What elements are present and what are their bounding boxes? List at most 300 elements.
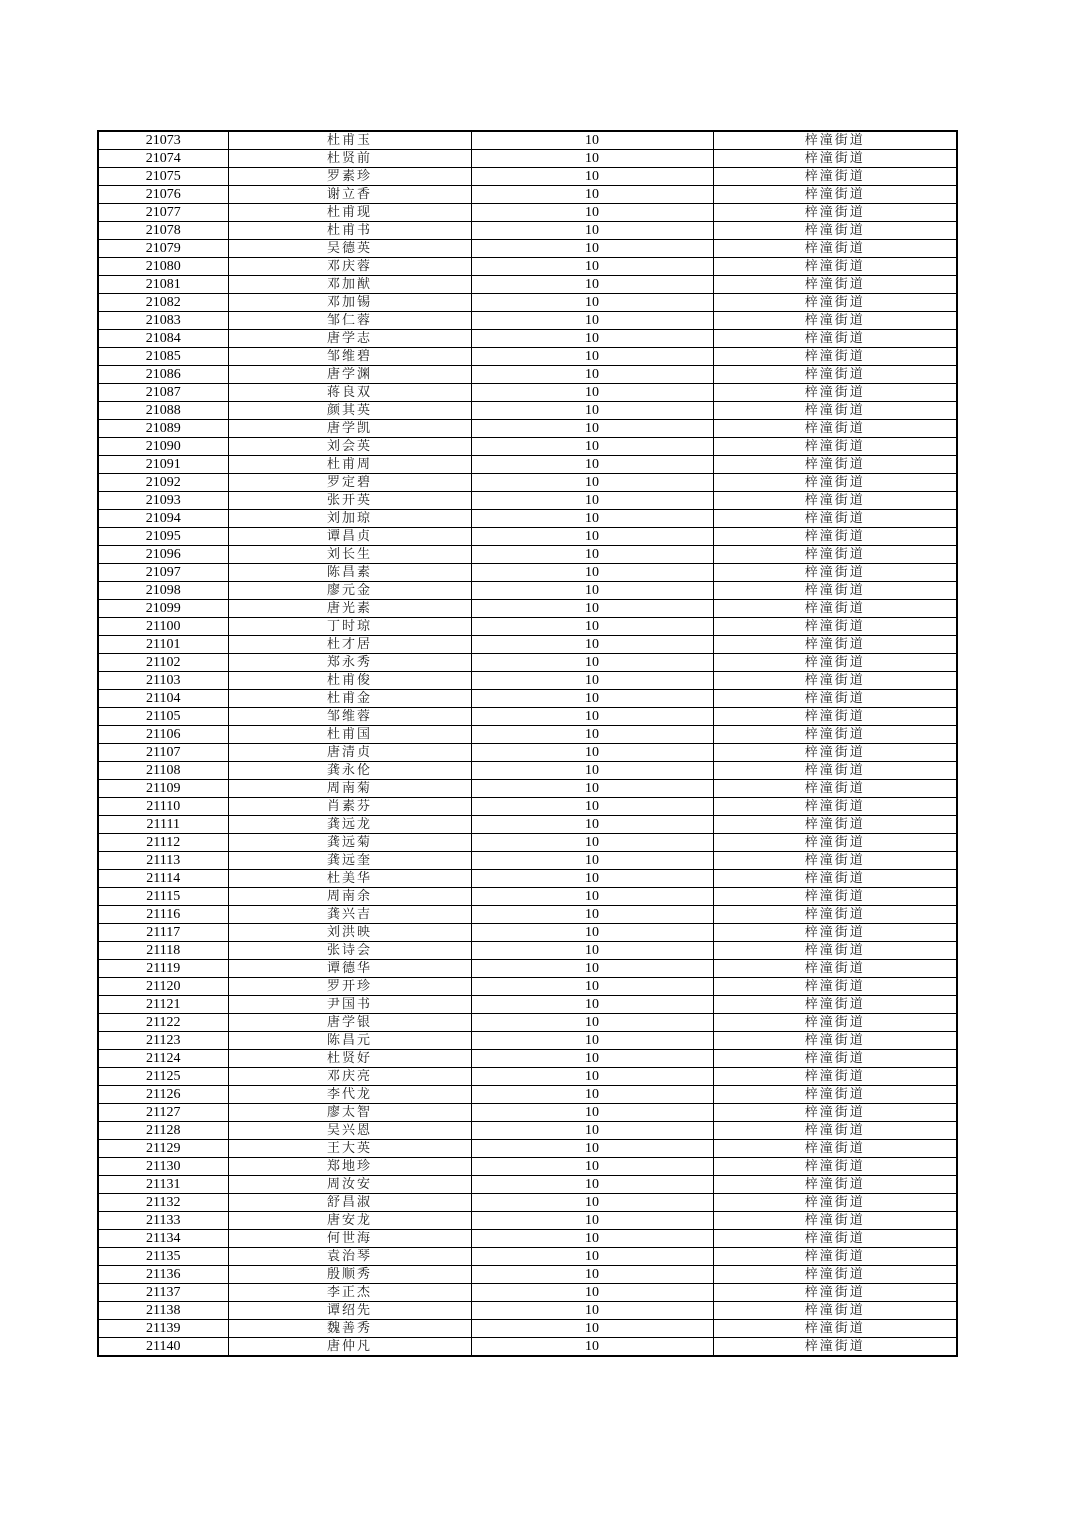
name-cell: 舒昌淑 — [228, 1194, 471, 1212]
row-number-cell: 21133 — [98, 1212, 228, 1230]
amount-cell: 10 — [471, 1158, 713, 1176]
amount-cell: 10 — [471, 312, 713, 330]
amount-cell: 10 — [471, 636, 713, 654]
amount-cell: 10 — [471, 1032, 713, 1050]
table-row — [98, 1176, 957, 1194]
name-cell: 邹仁蓉 — [228, 312, 471, 330]
area-cell: 梓潼街道 — [713, 762, 957, 780]
amount-cell: 10 — [471, 1176, 713, 1194]
table-row — [98, 240, 957, 258]
table-row — [98, 1266, 957, 1284]
name-cell: 谭绍先 — [228, 1302, 471, 1320]
row-number-cell: 21099 — [98, 600, 228, 618]
row-number-cell: 21130 — [98, 1158, 228, 1176]
name-cell: 郑地珍 — [228, 1158, 471, 1176]
row-number-cell: 21082 — [98, 294, 228, 312]
row-number-cell: 21087 — [98, 384, 228, 402]
table-row — [98, 690, 957, 708]
row-number-cell: 21098 — [98, 582, 228, 600]
amount-cell: 10 — [471, 1230, 713, 1248]
row-number-cell: 21106 — [98, 726, 228, 744]
area-cell: 梓潼街道 — [713, 222, 957, 240]
row-number-cell: 21111 — [98, 816, 228, 834]
amount-cell: 10 — [471, 816, 713, 834]
area-cell: 梓潼街道 — [713, 1194, 957, 1212]
area-cell: 梓潼街道 — [713, 906, 957, 924]
name-cell: 尹国书 — [228, 996, 471, 1014]
row-number-cell: 21079 — [98, 240, 228, 258]
name-cell: 刘洪映 — [228, 924, 471, 942]
area-cell: 梓潼街道 — [713, 1338, 957, 1357]
table-row — [98, 1050, 957, 1068]
table-row — [98, 366, 957, 384]
name-cell: 唐仲凡 — [228, 1338, 471, 1357]
amount-cell: 10 — [471, 852, 713, 870]
area-cell: 梓潼街道 — [713, 330, 957, 348]
row-number-cell: 21094 — [98, 510, 228, 528]
row-number-cell: 21134 — [98, 1230, 228, 1248]
table-row — [98, 1158, 957, 1176]
amount-cell: 10 — [471, 762, 713, 780]
row-number-cell: 21114 — [98, 870, 228, 888]
name-cell: 刘会英 — [228, 438, 471, 456]
name-cell: 唐光素 — [228, 600, 471, 618]
name-cell: 陈昌素 — [228, 564, 471, 582]
name-cell: 廖太智 — [228, 1104, 471, 1122]
area-cell: 梓潼街道 — [713, 978, 957, 996]
table-row — [98, 546, 957, 564]
amount-cell: 10 — [471, 780, 713, 798]
row-number-cell: 21116 — [98, 906, 228, 924]
area-cell: 梓潼街道 — [713, 888, 957, 906]
amount-cell: 10 — [471, 492, 713, 510]
amount-cell: 10 — [471, 690, 713, 708]
area-cell: 梓潼街道 — [713, 690, 957, 708]
row-number-cell: 21103 — [98, 672, 228, 690]
table-row — [98, 1230, 957, 1248]
row-number-cell: 21140 — [98, 1338, 228, 1357]
amount-cell: 10 — [471, 708, 713, 726]
name-cell: 邓庆亮 — [228, 1068, 471, 1086]
row-number-cell: 21127 — [98, 1104, 228, 1122]
row-number-cell: 21076 — [98, 186, 228, 204]
table-row — [98, 492, 957, 510]
amount-cell: 10 — [471, 1212, 713, 1230]
amount-cell: 10 — [471, 978, 713, 996]
row-number-cell: 21078 — [98, 222, 228, 240]
area-cell: 梓潼街道 — [713, 312, 957, 330]
table-row — [98, 870, 957, 888]
amount-cell: 10 — [471, 330, 713, 348]
name-cell: 谭德华 — [228, 960, 471, 978]
table-row — [98, 924, 957, 942]
amount-cell: 10 — [471, 168, 713, 186]
row-number-cell: 21132 — [98, 1194, 228, 1212]
area-cell: 梓潼街道 — [713, 1302, 957, 1320]
area-cell: 梓潼街道 — [713, 456, 957, 474]
name-cell: 吴兴恩 — [228, 1122, 471, 1140]
row-number-cell: 21123 — [98, 1032, 228, 1050]
table-row — [98, 978, 957, 996]
amount-cell: 10 — [471, 1104, 713, 1122]
area-cell: 梓潼街道 — [713, 1086, 957, 1104]
amount-cell: 10 — [471, 294, 713, 312]
table-row — [98, 474, 957, 492]
area-cell: 梓潼街道 — [713, 438, 957, 456]
name-cell: 魏善秀 — [228, 1320, 471, 1338]
area-cell: 梓潼街道 — [713, 1122, 957, 1140]
table-row — [98, 906, 957, 924]
area-cell: 梓潼街道 — [713, 131, 957, 150]
row-number-cell: 21109 — [98, 780, 228, 798]
table-row — [98, 1032, 957, 1050]
row-number-cell: 21075 — [98, 168, 228, 186]
row-number-cell: 21077 — [98, 204, 228, 222]
row-number-cell: 21080 — [98, 258, 228, 276]
row-number-cell: 21091 — [98, 456, 228, 474]
row-number-cell: 21120 — [98, 978, 228, 996]
amount-cell: 10 — [471, 1068, 713, 1086]
row-number-cell: 21074 — [98, 150, 228, 168]
row-number-cell: 21107 — [98, 744, 228, 762]
area-cell: 梓潼街道 — [713, 798, 957, 816]
name-cell: 龚远龙 — [228, 816, 471, 834]
amount-cell: 10 — [471, 1302, 713, 1320]
table-row — [98, 456, 957, 474]
row-number-cell: 21126 — [98, 1086, 228, 1104]
name-cell: 王大英 — [228, 1140, 471, 1158]
amount-cell: 10 — [471, 1086, 713, 1104]
area-cell: 梓潼街道 — [713, 1104, 957, 1122]
row-number-cell: 21086 — [98, 366, 228, 384]
table-row — [98, 852, 957, 870]
area-cell: 梓潼街道 — [713, 384, 957, 402]
area-cell: 梓潼街道 — [713, 996, 957, 1014]
area-cell: 梓潼街道 — [713, 618, 957, 636]
amount-cell: 10 — [471, 834, 713, 852]
amount-cell: 10 — [471, 150, 713, 168]
table-row — [98, 834, 957, 852]
area-cell: 梓潼街道 — [713, 402, 957, 420]
amount-cell: 10 — [471, 474, 713, 492]
amount-cell: 10 — [471, 726, 713, 744]
row-number-cell: 21102 — [98, 654, 228, 672]
name-cell: 郑永秀 — [228, 654, 471, 672]
row-number-cell: 21137 — [98, 1284, 228, 1302]
name-cell: 杜甫玉 — [228, 131, 471, 150]
name-cell: 周南余 — [228, 888, 471, 906]
amount-cell: 10 — [471, 600, 713, 618]
table-row — [98, 222, 957, 240]
row-number-cell: 21131 — [98, 1176, 228, 1194]
row-number-cell: 21128 — [98, 1122, 228, 1140]
row-number-cell: 21117 — [98, 924, 228, 942]
area-cell: 梓潼街道 — [713, 870, 957, 888]
table-row — [98, 1140, 957, 1158]
table-row — [98, 1068, 957, 1086]
amount-cell: 10 — [471, 204, 713, 222]
row-number-cell: 21089 — [98, 420, 228, 438]
amount-cell: 10 — [471, 222, 713, 240]
name-cell: 张开英 — [228, 492, 471, 510]
name-cell: 邓加锡 — [228, 294, 471, 312]
amount-cell: 10 — [471, 402, 713, 420]
name-cell: 张诗会 — [228, 942, 471, 960]
name-cell: 蒋良双 — [228, 384, 471, 402]
row-number-cell: 21105 — [98, 708, 228, 726]
amount-cell: 10 — [471, 1194, 713, 1212]
row-number-cell: 21138 — [98, 1302, 228, 1320]
table-row — [98, 510, 957, 528]
area-cell: 梓潼街道 — [713, 1266, 957, 1284]
amount-cell: 10 — [471, 276, 713, 294]
table-row — [98, 294, 957, 312]
table-row — [98, 582, 957, 600]
name-cell: 谭昌贞 — [228, 528, 471, 546]
name-cell: 谢立香 — [228, 186, 471, 204]
table-row — [98, 528, 957, 546]
table-row — [98, 654, 957, 672]
amount-cell: 10 — [471, 1248, 713, 1266]
area-cell: 梓潼街道 — [713, 834, 957, 852]
area-cell: 梓潼街道 — [713, 1140, 957, 1158]
row-number-cell: 21135 — [98, 1248, 228, 1266]
row-number-cell: 21090 — [98, 438, 228, 456]
amount-cell: 10 — [471, 1284, 713, 1302]
table-row — [98, 402, 957, 420]
amount-cell: 10 — [471, 1122, 713, 1140]
table-row — [98, 1194, 957, 1212]
table-row — [98, 564, 957, 582]
row-number-cell: 21104 — [98, 690, 228, 708]
row-number-cell: 21119 — [98, 960, 228, 978]
table-row — [98, 780, 957, 798]
roster-table — [97, 130, 958, 1357]
name-cell: 杜甫现 — [228, 204, 471, 222]
table-row — [98, 131, 957, 150]
name-cell: 唐清贞 — [228, 744, 471, 762]
row-number-cell: 21139 — [98, 1320, 228, 1338]
area-cell: 梓潼街道 — [713, 546, 957, 564]
amount-cell: 10 — [471, 384, 713, 402]
table-row — [98, 1014, 957, 1032]
row-number-cell: 21108 — [98, 762, 228, 780]
name-cell: 杜贤好 — [228, 1050, 471, 1068]
table-row — [98, 348, 957, 366]
name-cell: 唐学银 — [228, 1014, 471, 1032]
area-cell: 梓潼街道 — [713, 1320, 957, 1338]
amount-cell: 10 — [471, 186, 713, 204]
amount-cell: 10 — [471, 510, 713, 528]
row-number-cell: 21083 — [98, 312, 228, 330]
area-cell: 梓潼街道 — [713, 564, 957, 582]
row-number-cell: 21085 — [98, 348, 228, 366]
roster-table-body — [98, 131, 957, 1356]
name-cell: 邓加猷 — [228, 276, 471, 294]
name-cell: 何世海 — [228, 1230, 471, 1248]
table-row — [98, 204, 957, 222]
amount-cell: 10 — [471, 744, 713, 762]
name-cell: 殷顺秀 — [228, 1266, 471, 1284]
name-cell: 杜甫国 — [228, 726, 471, 744]
area-cell: 梓潼街道 — [713, 816, 957, 834]
area-cell: 梓潼街道 — [713, 474, 957, 492]
name-cell: 肖素芬 — [228, 798, 471, 816]
row-number-cell: 21095 — [98, 528, 228, 546]
table-row — [98, 420, 957, 438]
table-row — [98, 798, 957, 816]
area-cell: 梓潼街道 — [713, 1050, 957, 1068]
name-cell: 唐安龙 — [228, 1212, 471, 1230]
table-row — [98, 708, 957, 726]
area-cell: 梓潼街道 — [713, 1230, 957, 1248]
row-number-cell: 21088 — [98, 402, 228, 420]
name-cell: 龚远奎 — [228, 852, 471, 870]
area-cell: 梓潼街道 — [713, 1014, 957, 1032]
area-cell: 梓潼街道 — [713, 960, 957, 978]
area-cell: 梓潼街道 — [713, 294, 957, 312]
amount-cell: 10 — [471, 960, 713, 978]
table-row — [98, 330, 957, 348]
row-number-cell: 21136 — [98, 1266, 228, 1284]
row-number-cell: 21092 — [98, 474, 228, 492]
name-cell: 刘加琼 — [228, 510, 471, 528]
area-cell: 梓潼街道 — [713, 726, 957, 744]
name-cell: 杜甫周 — [228, 456, 471, 474]
area-cell: 梓潼街道 — [713, 942, 957, 960]
area-cell: 梓潼街道 — [713, 924, 957, 942]
amount-cell: 10 — [471, 456, 713, 474]
table-row — [98, 1212, 957, 1230]
amount-cell: 10 — [471, 1338, 713, 1357]
table-row — [98, 600, 957, 618]
table-row — [98, 186, 957, 204]
amount-cell: 10 — [471, 1050, 713, 1068]
amount-cell: 10 — [471, 420, 713, 438]
name-cell: 罗素珍 — [228, 168, 471, 186]
name-cell: 杜美华 — [228, 870, 471, 888]
row-number-cell: 21093 — [98, 492, 228, 510]
row-number-cell: 21101 — [98, 636, 228, 654]
area-cell: 梓潼街道 — [713, 636, 957, 654]
name-cell: 邹维蓉 — [228, 708, 471, 726]
amount-cell: 10 — [471, 1266, 713, 1284]
table-row — [98, 150, 957, 168]
table-row — [98, 1104, 957, 1122]
area-cell: 梓潼街道 — [713, 240, 957, 258]
amount-cell: 10 — [471, 924, 713, 942]
name-cell: 罗定碧 — [228, 474, 471, 492]
row-number-cell: 21113 — [98, 852, 228, 870]
name-cell: 陈昌元 — [228, 1032, 471, 1050]
row-number-cell: 21081 — [98, 276, 228, 294]
row-number-cell: 21097 — [98, 564, 228, 582]
area-cell: 梓潼街道 — [713, 744, 957, 762]
area-cell: 梓潼街道 — [713, 780, 957, 798]
table-row — [98, 762, 957, 780]
amount-cell: 10 — [471, 564, 713, 582]
name-cell: 李正杰 — [228, 1284, 471, 1302]
name-cell: 龚兴吉 — [228, 906, 471, 924]
name-cell: 唐学志 — [228, 330, 471, 348]
area-cell: 梓潼街道 — [713, 348, 957, 366]
row-number-cell: 21100 — [98, 618, 228, 636]
table-row — [98, 816, 957, 834]
amount-cell: 10 — [471, 942, 713, 960]
name-cell: 罗开珍 — [228, 978, 471, 996]
area-cell: 梓潼街道 — [713, 168, 957, 186]
amount-cell: 10 — [471, 798, 713, 816]
table-row — [98, 1284, 957, 1302]
table-row — [98, 168, 957, 186]
area-cell: 梓潼街道 — [713, 582, 957, 600]
row-number-cell: 21118 — [98, 942, 228, 960]
area-cell: 梓潼街道 — [713, 708, 957, 726]
table-row — [98, 438, 957, 456]
area-cell: 梓潼街道 — [713, 1176, 957, 1194]
table-row — [98, 726, 957, 744]
area-cell: 梓潼街道 — [713, 204, 957, 222]
amount-cell: 10 — [471, 582, 713, 600]
name-cell: 唐学凯 — [228, 420, 471, 438]
table-row — [98, 1338, 957, 1357]
table-row — [98, 888, 957, 906]
area-cell: 梓潼街道 — [713, 276, 957, 294]
area-cell: 梓潼街道 — [713, 492, 957, 510]
table-row — [98, 618, 957, 636]
area-cell: 梓潼街道 — [713, 420, 957, 438]
name-cell: 杜甫俊 — [228, 672, 471, 690]
name-cell: 颜其英 — [228, 402, 471, 420]
amount-cell: 10 — [471, 348, 713, 366]
table-row — [98, 276, 957, 294]
table-row — [98, 672, 957, 690]
area-cell: 梓潼街道 — [713, 1284, 957, 1302]
amount-cell: 10 — [471, 618, 713, 636]
row-number-cell: 21129 — [98, 1140, 228, 1158]
area-cell: 梓潼街道 — [713, 654, 957, 672]
amount-cell: 10 — [471, 546, 713, 564]
area-cell: 梓潼街道 — [713, 1158, 957, 1176]
name-cell: 杜贤前 — [228, 150, 471, 168]
area-cell: 梓潼街道 — [713, 1032, 957, 1050]
row-number-cell: 21122 — [98, 1014, 228, 1032]
amount-cell: 10 — [471, 654, 713, 672]
row-number-cell: 21112 — [98, 834, 228, 852]
amount-cell: 10 — [471, 672, 713, 690]
table-row — [98, 1086, 957, 1104]
name-cell: 刘长生 — [228, 546, 471, 564]
amount-cell: 10 — [471, 1014, 713, 1032]
row-number-cell: 21115 — [98, 888, 228, 906]
table-row — [98, 942, 957, 960]
area-cell: 梓潼街道 — [713, 1068, 957, 1086]
amount-cell: 10 — [471, 438, 713, 456]
amount-cell: 10 — [471, 240, 713, 258]
table-row — [98, 258, 957, 276]
name-cell: 廖元金 — [228, 582, 471, 600]
name-cell: 杜甫书 — [228, 222, 471, 240]
amount-cell: 10 — [471, 528, 713, 546]
amount-cell: 10 — [471, 131, 713, 150]
row-number-cell: 21121 — [98, 996, 228, 1014]
table-row — [98, 1320, 957, 1338]
row-number-cell: 21125 — [98, 1068, 228, 1086]
table-row — [98, 636, 957, 654]
amount-cell: 10 — [471, 1320, 713, 1338]
row-number-cell: 21084 — [98, 330, 228, 348]
amount-cell: 10 — [471, 888, 713, 906]
